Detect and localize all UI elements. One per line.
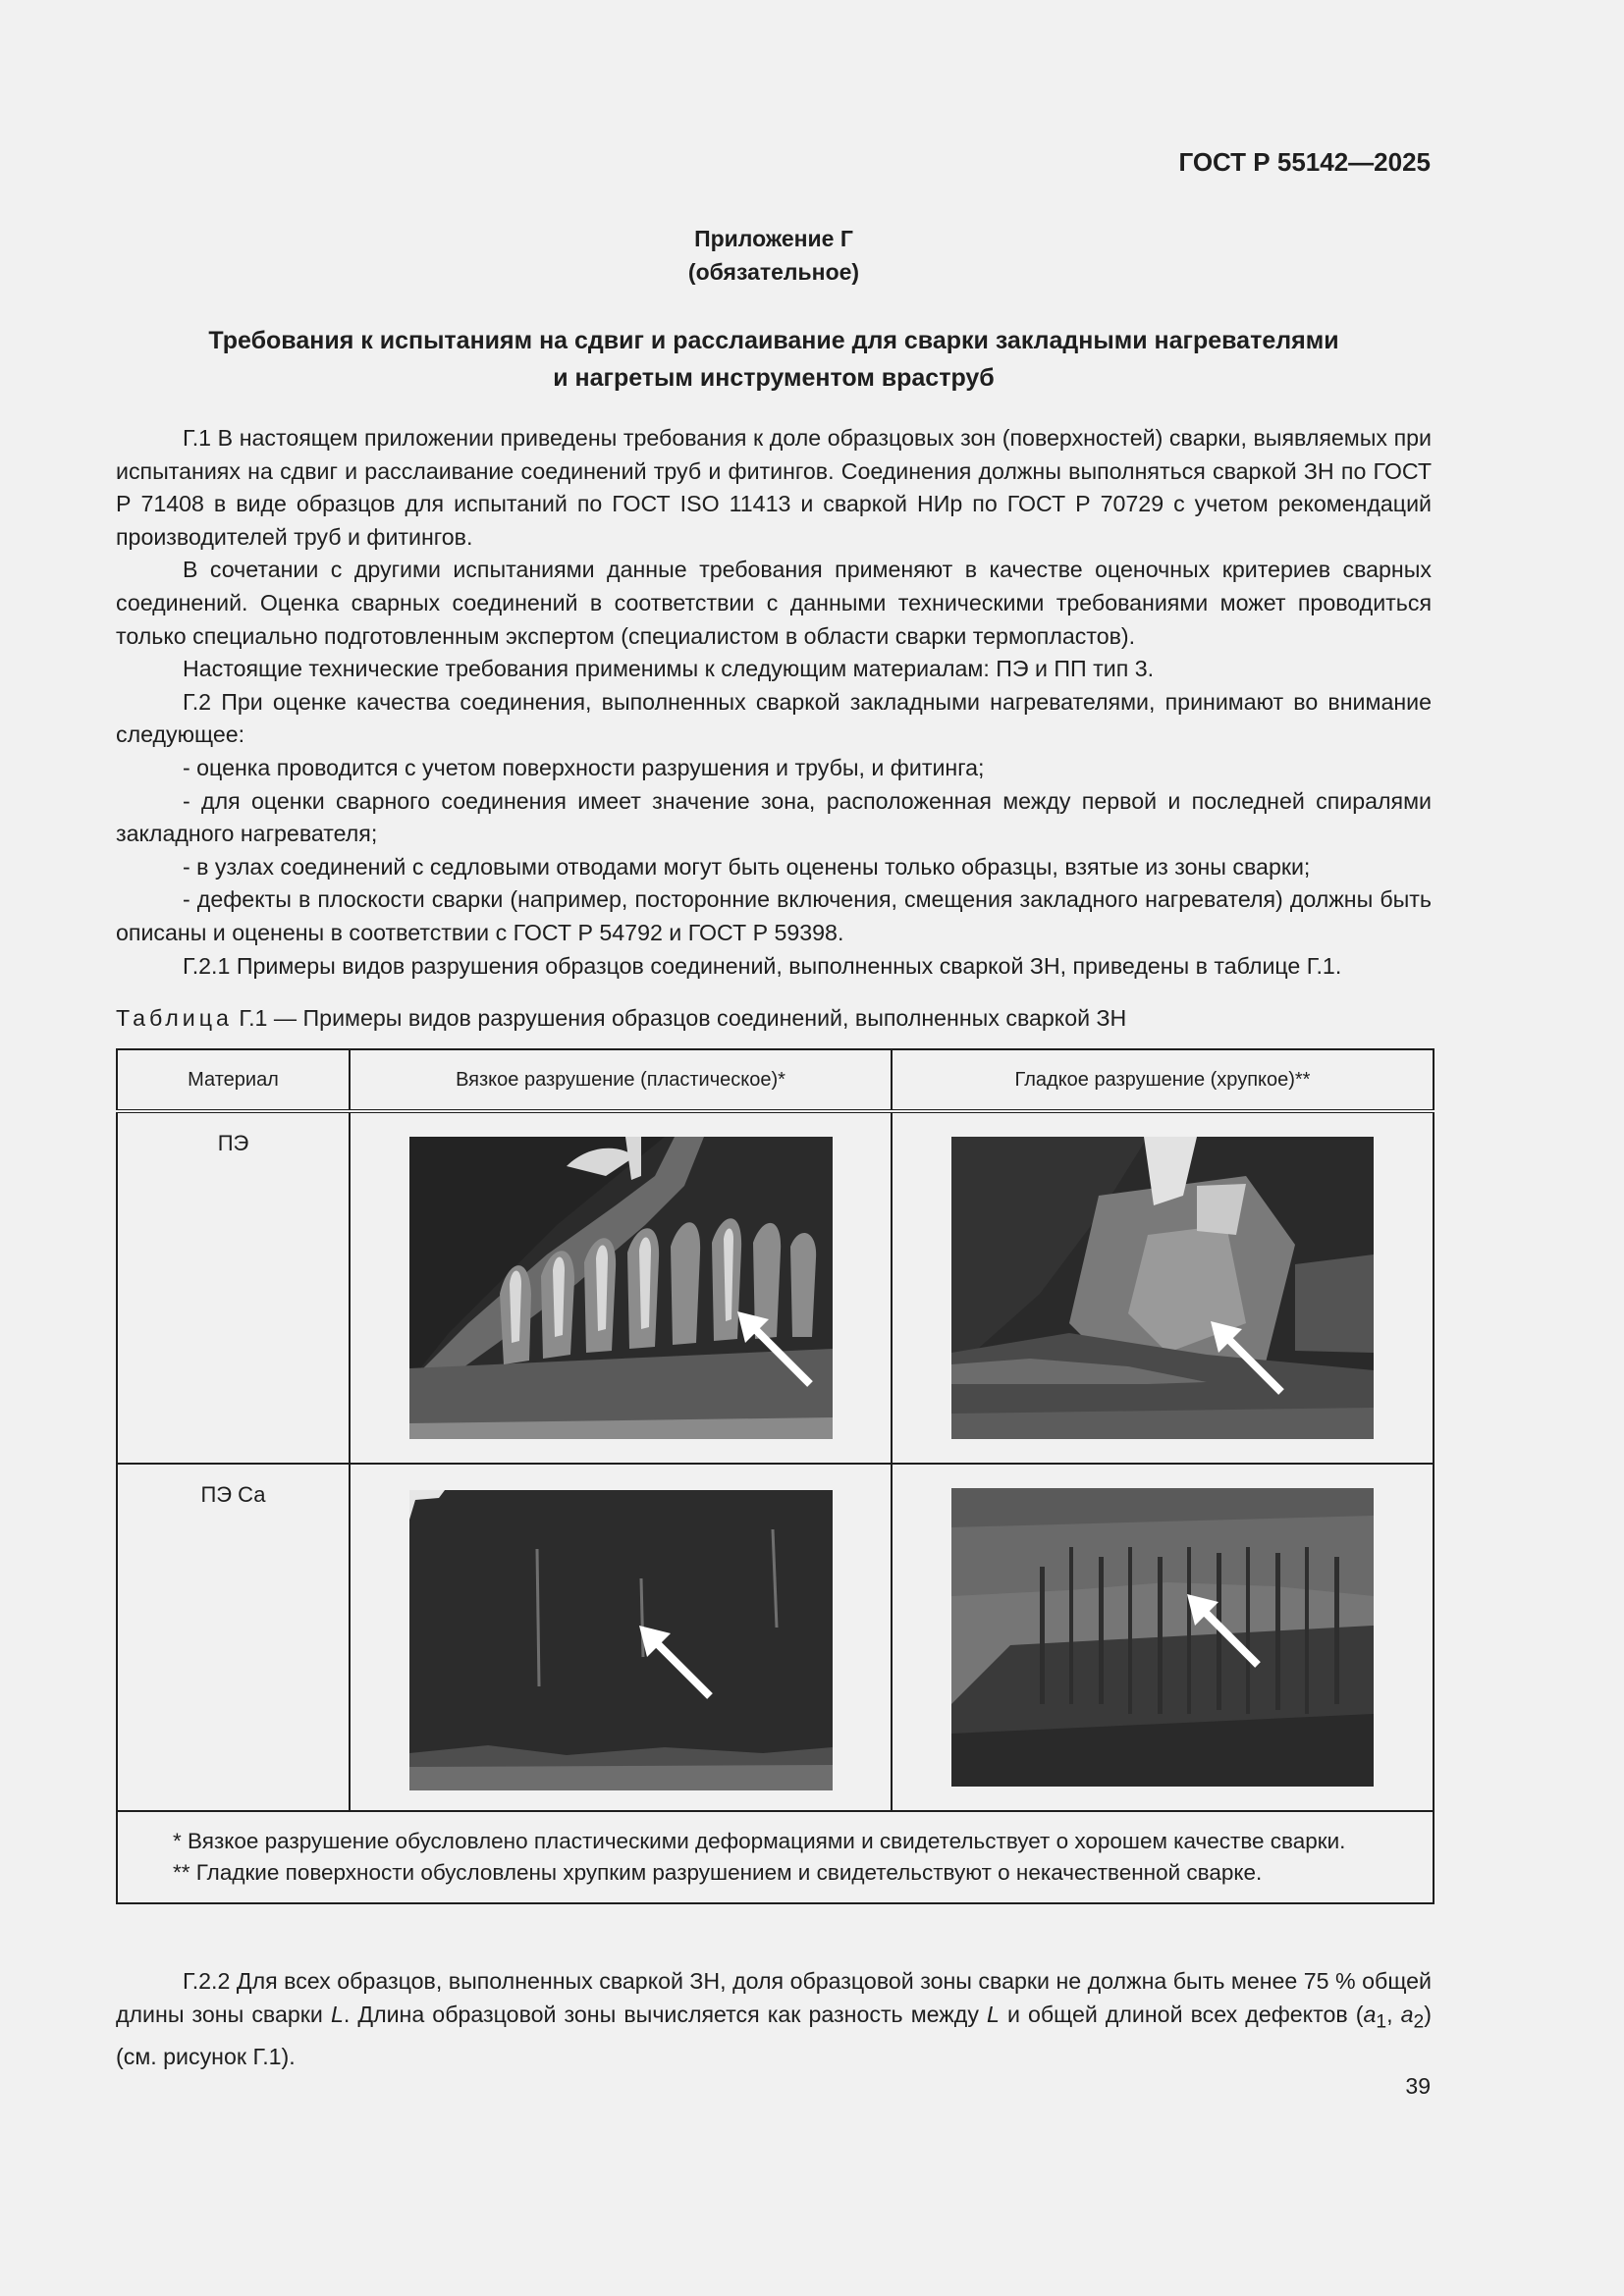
paragraph-g2-2-text [116, 1964, 1432, 2073]
separator: , [1386, 2002, 1401, 2027]
table-header-row [117, 1049, 1434, 1111]
appendix-heading [116, 222, 1432, 289]
paragraph-criteria: В сочетании с другими испытаниями данные требования применяют в качестве оценочных критериев сварных соединений. Оценка сварных соединений в соответствии с данными техническими требованиями может проводиться только специально подготовленным экспертом (специалистом в области сварки термопластов). [116, 557, 1432, 649]
photo-cell [350, 1464, 892, 1811]
table-notes-row [117, 1811, 1434, 1903]
header-material: Материал [117, 1049, 350, 1111]
subscript-2: 2 [1413, 2011, 1425, 2033]
appendix-title: Приложение Г [694, 226, 853, 251]
var-a1: a [1363, 2002, 1377, 2027]
g2-2-part-3: и общей длиной всех дефектов ( [999, 2002, 1364, 2027]
appendix-status: (обязательное) [687, 259, 860, 285]
body-text [116, 422, 1432, 983]
paragraph-g2-2 [116, 1964, 1432, 2073]
var-L: L [986, 2002, 1000, 2027]
material-cell: ПЭ Са [117, 1464, 350, 1811]
photo-pe-brittle [951, 1137, 1374, 1439]
list-item: - в узлах соединений с седловыми отводами могут быть оценены только образцы, взятые из зоны сварки; [183, 853, 1311, 880]
photo-pe-ductile [409, 1137, 833, 1439]
g2-2-part-1: Г.2.2 Для всех образцов, выполненных сваркой ЗН, доля образцовой зоны сварки не должна быть менее 75 % общей длины зоны сварки [116, 1968, 1432, 2027]
var-L: L [330, 2002, 344, 2027]
table-caption-label: Таблица [116, 1005, 233, 1031]
document-code: ГОСТ Р 55142—2025 [1178, 147, 1431, 177]
table-notes [117, 1811, 1434, 1903]
list-item: - для оценки сварного соединения имеет значение зона, расположенная между первой и последней спиралями закладного нагревателя; [116, 787, 1432, 847]
material-cell: ПЭ [117, 1111, 350, 1464]
photo-cell [892, 1111, 1434, 1464]
table-caption-text: Г.1 — Примеры видов разрушения образцов соединений, выполненных сваркой ЗН [239, 1005, 1127, 1031]
subscript-1: 1 [1376, 2011, 1387, 2033]
photo-cell [350, 1111, 892, 1464]
header-ductile: Вязкое разрушение (пластическое)* [350, 1049, 892, 1111]
table-row [117, 1464, 1434, 1811]
var-a2: a [1400, 2002, 1414, 2027]
table-row [117, 1111, 1434, 1464]
g2-2-part-4: ) (см. рисунок Г.1). [116, 2002, 1433, 2069]
note-brittle: ** Гладкие поверхности обусловлены хрупким разрушением и свидетельствуют о некачественной сварке. [173, 1860, 1263, 1885]
g2-2-part-2: . Длина образцовой зоны вычисляется как разность между [343, 2002, 987, 2027]
paragraph-g2: Г.2 При оценке качества соединения, выполненных сваркой закладными нагревателями, принимают во внимание следующее: [116, 688, 1432, 748]
header-brittle: Гладкое разрушение (хрупкое)** [892, 1049, 1434, 1111]
list-item: - дефекты в плоскости сварки (например, посторонние включения, смещения закладного нагревателя) должны быть описаны и оценены в соответствии с ГОСТ Р 54792 и ГОСТ Р 59398. [116, 886, 1432, 945]
section-title [116, 322, 1432, 397]
photo-cell [892, 1464, 1434, 1811]
note-ductile: * Вязкое разрушение обусловлено пластическими деформациями и свидетельствует о хорошем качестве сварки. [173, 1829, 1346, 1853]
section-title-line-1: Требования к испытаниям на сдвиг и расслаивание для сварки закладными нагревателями [208, 327, 1339, 354]
list-item: - оценка проводится с учетом поверхности разрушения и трубы, и фитинга; [183, 754, 985, 780]
photo-pe-ca-ductile [409, 1490, 833, 1790]
table-caption [116, 1001, 1432, 1035]
paragraph-g1: Г.1 В настоящем приложении приведены требования к доле образцовых зон (поверхностей) сварки, выявляемых при испытаниях на сдвиг и расслаивание соединений труб и фитингов. Соединения должны выполняться сваркой ЗН по ГОСТ Р 71408 в виде образцов для испытаний по ГОСТ ISO 11413 и сваркой НИр по ГОСТ Р 70729 с учетом рекомендаций производителей труб и фитингов. [116, 425, 1432, 550]
fracture-table [116, 1048, 1435, 1904]
page-number: 39 [1405, 2073, 1431, 2099]
paragraph-g2-1: Г.2.1 Примеры видов разрушения образцов соединений, выполненных сваркой ЗН, приведены в таблице Г.1. [183, 952, 1342, 979]
paragraph-materials: Настоящие технические требования применимы к следующим материалам: ПЭ и ПП тип 3. [183, 656, 1155, 682]
section-title-line-2: и нагретым инструментом враструб [553, 364, 995, 392]
photo-pe-ca-brittle [951, 1488, 1374, 1787]
